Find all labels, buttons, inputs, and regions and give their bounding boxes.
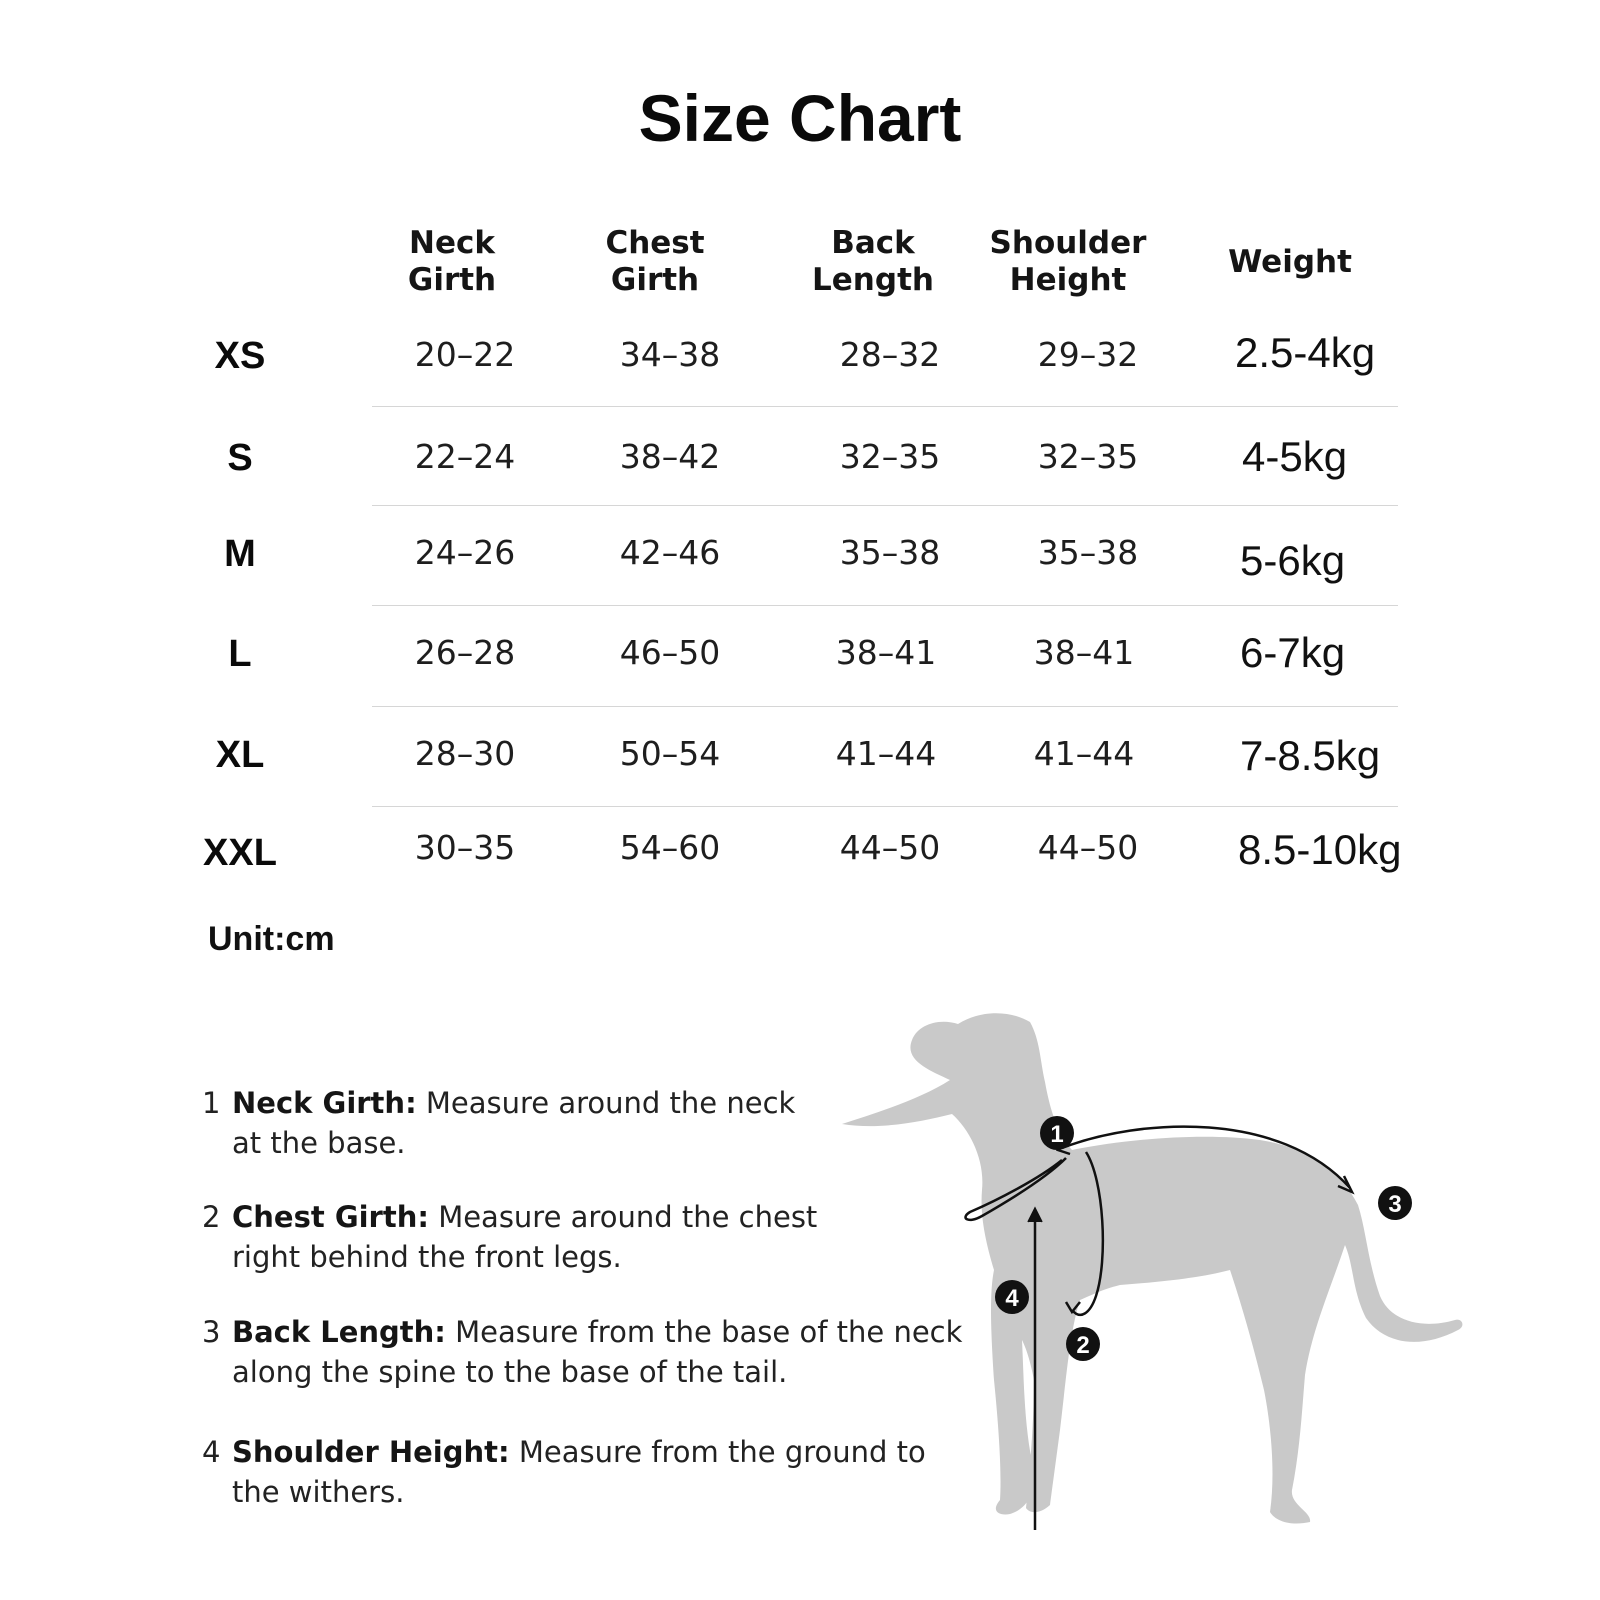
row-divider — [372, 806, 1398, 807]
shoulder-height-value: 38–41 — [1033, 633, 1135, 672]
back-length-value: 35–38 — [839, 533, 941, 572]
neck-girth-value: 20–22 — [414, 335, 516, 374]
size-label: XS — [214, 335, 266, 377]
weight-value: 4-5kg — [1242, 433, 1348, 480]
marker-1 — [1040, 1116, 1074, 1150]
instruction-label: Back Length: — [232, 1315, 446, 1349]
neck-girth-value: 22–24 — [414, 437, 516, 476]
weight-value: 6-7kg — [1240, 629, 1346, 676]
size-label: XL — [215, 734, 265, 776]
table-row — [0, 734, 1600, 794]
svg-text:4: 4 — [1005, 1285, 1019, 1312]
neck-girth-value: 24–26 — [414, 533, 516, 572]
back-length-value: 41–44 — [835, 734, 937, 773]
header-back-length: Back Length — [812, 225, 934, 298]
weight-value: 7-8.5kg — [1240, 732, 1381, 779]
svg-text:3: 3 — [1388, 1191, 1402, 1218]
instruction-label: Shoulder Height: — [232, 1435, 510, 1469]
header-neck-girth: Neck Girth — [407, 225, 497, 298]
chest-girth-value: 54–60 — [619, 828, 721, 867]
page-title: Size Chart — [638, 81, 962, 155]
instruction-text-line2: right behind the front legs. — [232, 1240, 622, 1274]
chest-girth-value: 42–46 — [619, 533, 721, 572]
chest-girth-value: 46–50 — [619, 633, 721, 672]
dog-measurement-diagram — [820, 1000, 1500, 1560]
neck-girth-value: 26–28 — [414, 633, 516, 672]
back-length-value: 32–35 — [839, 437, 941, 476]
chest-girth-value: 34–38 — [619, 335, 721, 374]
instruction-text: Measure around the neck — [425, 1086, 796, 1120]
unit-label: Unit:cm — [208, 920, 335, 958]
row-divider — [372, 505, 1398, 506]
shoulder-height-value: 29–32 — [1037, 335, 1139, 374]
instruction-number: 2 — [202, 1200, 221, 1234]
table-row — [0, 533, 1600, 593]
marker-4 — [995, 1280, 1029, 1314]
chest-girth-value: 50–54 — [619, 734, 721, 773]
back-length-value: 44–50 — [839, 828, 941, 867]
instruction-number: 4 — [202, 1435, 221, 1469]
table-row — [0, 329, 1600, 395]
marker-2 — [1066, 1327, 1100, 1361]
header-chest-girth: Chest Girth — [605, 225, 705, 298]
row-divider — [372, 605, 1398, 606]
weight-value: 5-6kg — [1240, 537, 1346, 584]
instruction-text-line2: the withers. — [232, 1475, 405, 1509]
weight-value: 8.5-10kg — [1238, 826, 1402, 873]
shoulder-height-value: 44–50 — [1037, 828, 1139, 867]
table-row — [0, 433, 1600, 497]
neck-girth-value: 30–35 — [414, 828, 516, 867]
instruction-text: Measure around the chest — [438, 1200, 818, 1234]
dog-silhouette — [842, 1013, 1462, 1523]
instruction-number: 3 — [202, 1315, 221, 1349]
size-label: M — [224, 533, 256, 575]
row-divider — [372, 706, 1398, 707]
size-label: L — [228, 633, 252, 675]
chest-girth-value: 38–42 — [619, 437, 721, 476]
table-row — [0, 828, 1600, 888]
instruction-label: Neck Girth: — [232, 1086, 417, 1120]
svg-text:1: 1 — [1050, 1121, 1064, 1148]
instruction-text: Measure from the ground to — [518, 1435, 926, 1469]
size-label: S — [227, 437, 253, 479]
back-length-value: 28–32 — [839, 335, 941, 374]
neck-girth-value: 28–30 — [414, 734, 516, 773]
table-row — [0, 629, 1600, 693]
instruction-text: Measure from the base of the neck — [455, 1315, 963, 1349]
marker-3 — [1378, 1186, 1412, 1220]
weight-value: 2.5-4kg — [1235, 329, 1376, 376]
size-label: XXL — [203, 832, 277, 874]
shoulder-height-value: 32–35 — [1037, 437, 1139, 476]
shoulder-height-value: 35–38 — [1037, 533, 1139, 572]
instruction-text-line2: along the spine to the base of the tail. — [232, 1355, 788, 1389]
header-shoulder-height: Shoulder Height — [989, 225, 1147, 298]
shoulder-height-value: 41–44 — [1033, 734, 1135, 773]
row-divider — [372, 406, 1398, 407]
svg-text:2: 2 — [1076, 1332, 1090, 1359]
instruction-number: 1 — [202, 1086, 221, 1120]
instruction-label: Chest Girth: — [232, 1200, 429, 1234]
instruction-text-line2: at the base. — [232, 1126, 406, 1160]
back-length-value: 38–41 — [835, 633, 937, 672]
header-weight: Weight — [1228, 244, 1352, 280]
